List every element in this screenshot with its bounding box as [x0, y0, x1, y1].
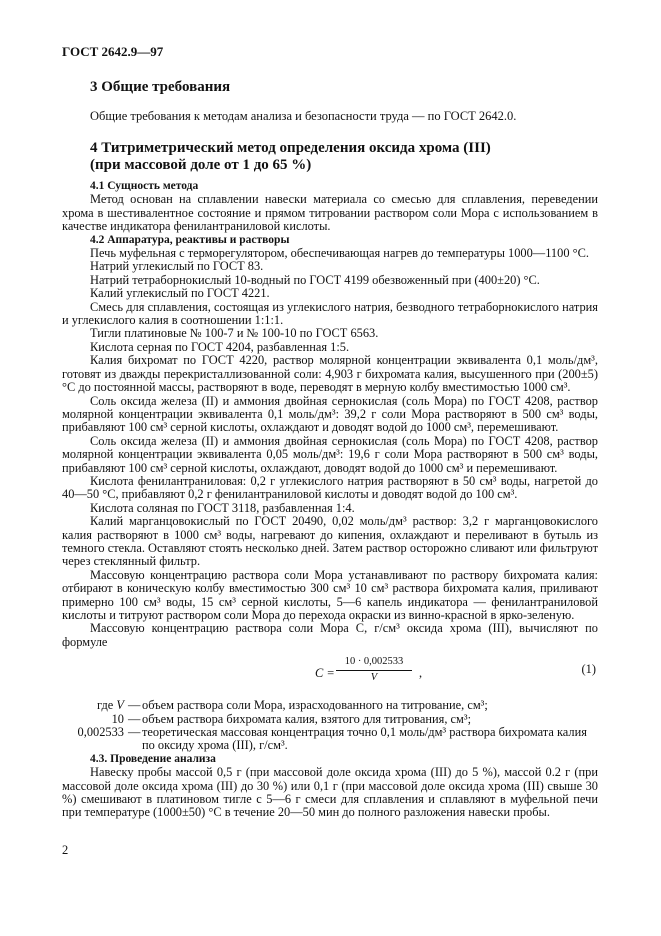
- paragraph: Кислота соляная по ГОСТ 3118, разбавленная 1:4.: [90, 500, 355, 515]
- subsection-4-3-title: 4.3. Проведение анализа: [90, 752, 216, 765]
- paragraph: Массовую концентрацию раствора соли Мора С, г/см³ оксида хрома (III), вычисляют по формуле: [62, 621, 598, 649]
- paragraph: Метод основан на сплавлении навески материала со смесью для сплавления, переведении хрома в шестивалентное состояние и прямом титровании раствором соли Мора с использованием в качестве индикатора фенилантраниловой кислоты.: [62, 192, 598, 234]
- paragraph: Соль оксида железа (II) и аммония двойная сернокислая (соль Мора) по ГОСТ 4208, раствор молярной концентрации эквивалента 0,1 моль/дм³: 39,2 г соли Мора растворяют в 500 см³ воды, прибавляют 100 см³ серной кислоты, охлаждают и доводят водой до 1000 см³, перемешивают.: [62, 393, 598, 435]
- legend-symbol: V: [116, 698, 124, 713]
- legend-prefix: где: [97, 698, 114, 713]
- document-header: ГОСТ 2642.9—97: [62, 44, 164, 59]
- page-number: 2: [62, 843, 69, 857]
- paragraph: Смесь для сплавления, состоящая из углекислого натрия, безводного тетраборнокислого натрия и углекислого калия в соотношении 1:1:1.: [62, 299, 598, 328]
- subsection-4-1-title: 4.1 Сущность метода: [90, 180, 199, 192]
- formula-lhs: С =: [315, 666, 335, 681]
- document-body: [62, 180, 598, 820]
- paragraph: Соль оксида железа (II) и аммония двойная сернокислая (соль Мора) по ГОСТ 4208, раствор молярной концентрации эквивалента 0,05 моль/дм³: 19,6 г соли Мора растворяют в 500 см³ воды, прибавляют 100 см³ серной кислоты, охлаждают, доводят водой до 1000 см³ и перемешивают.: [62, 433, 598, 475]
- legend-dash: —: [128, 725, 141, 740]
- subsection-4-2-title: 4.2 Аппаратура, реактивы и растворы: [90, 233, 290, 246]
- formula-1: [62, 653, 598, 695]
- formula-comma: ,: [419, 666, 423, 681]
- paragraph: Калия бихромат по ГОСТ 4220, раствор молярной концентрации эквивалента 0,1 моль/дм³, готовят из дважды перекристаллизованной соли: 4,903 г бихромата калия, высушенного при (200±5) °С до постоянной массы, растворяют в воде, переводят в мерную колбу вместимостью 1000 см³.: [62, 353, 598, 395]
- paragraph: Калий углекислый по ГОСТ 4221.: [90, 286, 270, 301]
- formula-fraction: [336, 655, 412, 684]
- legend-key: 10: [111, 711, 124, 726]
- paragraph: Массовую концентрацию раствора соли Мора устанавливают по раствору бихромата калия: отбирают в коническую колбу вместимостью 300 см³ 10 см³ раствора бихромата калия, приливают примерно 100 см³ воды, 15 см³ серной кислоты, 5—6 капель индикатора — фенилантраниловой кислоты и титруют раствором соли Мора до перехода окраски из винно-красной в ярко-зеленую.: [62, 567, 598, 622]
- formula-numerator: 10 · 0,002533: [336, 655, 412, 670]
- legend-text: теоретическая массовая концентрация точно 0,1 моль/дм³ раствора бихромата калия по оксиду хрома (III), г/см³.: [142, 725, 587, 753]
- paragraph: Натрий углекислый по ГОСТ 83.: [90, 259, 264, 274]
- legend-text: объем раствора бихромата калия, взятого для титрования, см³;: [142, 711, 472, 726]
- section-4-title-line2: (при массовой доле от 1 до 65 %): [90, 157, 312, 173]
- legend-text: объем раствора соли Мора, израсходованного на титрование, см³;: [142, 698, 488, 713]
- paragraph: Навеску пробы массой 0,5 г (при массовой доле оксида хрома (III) до 5 %), массой 0.2 г (при массовой доле оксида хрома (III) до 30 %) или 0,1 г (при массовой доле оксида хрома (III) свыше 30 %) смешивают в платиновом тигле с 5—6 г смеси для сплавления и сплавляют в муфельной печи при температуре (1000±50) °С в течение 20—50 мин до полного разложения навески пробы.: [62, 765, 598, 820]
- formula-legend: [62, 699, 598, 753]
- legend-dash: —: [128, 698, 141, 713]
- section-4-title: [90, 140, 491, 174]
- paragraph: Кислота серная по ГОСТ 4204, разбавленная 1:5.: [90, 339, 350, 354]
- legend-key: [62, 699, 128, 712]
- formula-denominator: V: [370, 671, 378, 683]
- section-3-text: Общие требования к методам анализа и безопасности труда — по ГОСТ 2642.0.: [90, 109, 517, 123]
- section-3-title: 3 Общие требования: [90, 79, 231, 95]
- formula-number: (1): [581, 662, 596, 677]
- paragraph: Печь муфельная с терморегулятором, обеспечивающая нагрев до температуры 1000—1100 °С.: [90, 246, 589, 261]
- paragraph: Калий марганцовокислый по ГОСТ 20490, 0,02 моль/дм³ раствор: 3,2 г марганцовокислого калия растворяют в 1000 см³ воды, нагревают до кипения, охлаждают и переливают в бутыль из темного стекла. Оставляют стоять несколько дней. Затем раствор осторожно сливают или фильтруют через стеклянный фильтр.: [62, 514, 598, 569]
- paragraph: Натрий тетраборнокислый 10-водный по ГОСТ 4199 обезвоженный при (400±20) °С.: [90, 272, 540, 287]
- legend-dash: —: [128, 711, 141, 726]
- section-4-title-line1: 4 Титриметрический метод определения оксида хрома (III): [90, 140, 491, 156]
- legend-key: 0,002533: [77, 725, 124, 740]
- paragraph: Тигли платиновые № 100-7 и № 100-10 по ГОСТ 6563.: [90, 326, 379, 341]
- paragraph: Кислота фенилантраниловая: 0,2 г углекислого натрия растворяют в 50 см³ воды, нагретой до 40—50 °С, прибавляют 0,2 г фенилантраниловой кислоты и доводят водой до 100 см³.: [62, 473, 598, 502]
